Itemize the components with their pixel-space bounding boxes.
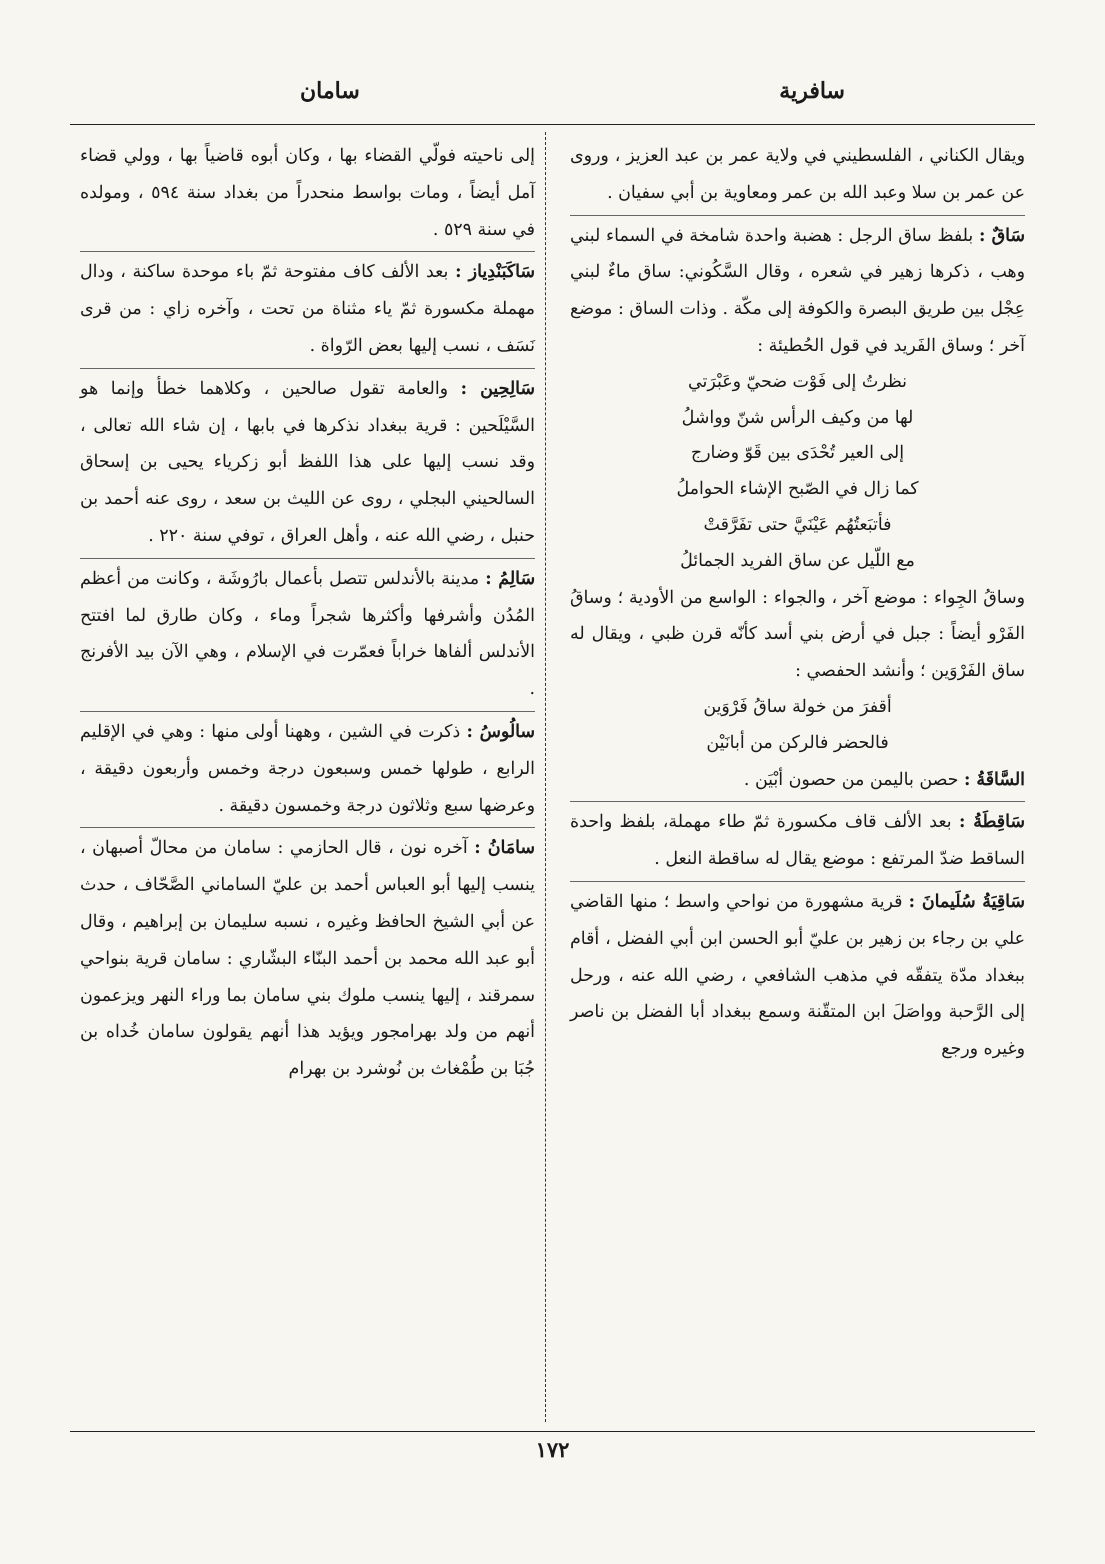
page-number: ١٧٢ <box>535 1437 570 1462</box>
entry-text: بلفظ ساق الرجل : هضبة واحدة شامخة في السماء لبني وهب ، ذكرها زهير في شعره ، وقال السَّكُوني: ساق ماءٌ لبني عِجْل بين طريق البصرة والكوفة إلى مكّة . وذات الساق : موضع آخر ؛ وساق الفَريد في قول الحُطيئة : <box>570 225 1025 356</box>
verse-line: مع اللّيل عن ساق الفريد الجمائلُ <box>680 550 915 571</box>
entry-saqita <box>570 801 1025 878</box>
verse-line: نظرتُ إلى فَوْت ضحيّ وعَبْرَتي <box>688 371 907 392</box>
entry-headword: سَاقٌ : <box>978 225 1025 246</box>
entry-continuation <box>80 138 535 248</box>
verse-line: أقفرَ من خولة ساقُ فَرْوَين <box>703 696 892 717</box>
entry-text: ذكرت في الشين ، وههنا أولى منها : وهي في الإقليم الرابع ، طولها خمس وسبعون درجة وخمس وأربعون دقيقة ، وعرضها سبع وثلاثون درجة وخمسون دقيقة . <box>80 721 535 816</box>
entry-headword: سَاقِطَةُ : <box>958 812 1025 833</box>
entry-saman <box>80 827 535 1088</box>
entry-headword: السَّاقَةُ : <box>963 769 1025 790</box>
entry-saq <box>570 215 1025 365</box>
entry-text: آخره نون ، قال الحازمي : سامان من محالّ أصبهان ، ينسب إليها أبو العباس أحمد بن عليّ الساماني الصَّحّاف ، حدث عن أبي الشيخ الحافظ وغيره ، نسبه سليمان بن إبراهيم ، وقال أبو عبد الله محمد بن أحمد البنّاء البشّاري : سامان قرية بنواحي سمرقند ، إليها ينسب ملوك بني سامان بما وراء النهر ويزعمون أنهم من ولد بهرامجور ويؤيد هذا أنهم يقولون سامان خُداه بن جُبَا بن طُمْغاث بن نُوشرد بن بهرام <box>80 838 535 1080</box>
entry-headword: سَاكَبَنْدِياز : <box>455 262 535 283</box>
entry-headword: سَالِمُ : <box>485 568 536 589</box>
entry-text: قرية مشهورة من نواحي واسط ؛ منها القاضي علي بن رجاء بن زهير بن عليّ أبو الحسن ابن أبي الفضل ، أقام ببغداد مدّة يتفقّه في مذهب الشافعي ، رضي الله عنه ، ورحل إلى الرَّحبة وواصَلَ ابن المتقّنة وسمع ببغداد أبا الفضل بن ناصر وغيره ورجع <box>570 891 1025 1060</box>
verse-block-hutaya <box>570 365 1025 580</box>
entry-saqa <box>570 762 1025 799</box>
verse-line: فأتبَعتُهُم عَيْنَيَّ حتى تفَرَّقتْ <box>703 514 892 535</box>
entry-text: مدينة بالأندلس تتصل بأعمال بارُوشَة ، وكانت من أعظم المُدُن وأشرفها وأكثرها شجراً وماء ، وكان طارق لما افتتح الأندلس ألفاها خراباً فعمّرت في الإسلام ، وهي الآن بيد الأفرنج . <box>80 568 535 700</box>
entry-headword: سامَانُ : <box>474 838 536 859</box>
entry-headword: سالُوسُ : <box>466 721 536 742</box>
entry-salihin <box>80 368 535 555</box>
entry-sakbandiyaz <box>80 251 535 364</box>
header-rule <box>70 124 1035 125</box>
running-head <box>70 78 1035 112</box>
entry-text: والعامة تقول صالحين ، وكلاهما خطأ وإنما هو السَّيْلَحين : قرية ببغداد نذكرها في بابها ، إن شاء الله تعالى ، وقد نسب إليها على هذا اللفظ أبو زكرياء يحيى بن إسحاق السالحيني البجلي ، روى عن الليث بن سعد ، روى عنه أحمد بن حنبل ، رضي الله عنه ، وأهل العراق ، توفي سنة ٢٢٠ . <box>80 378 535 546</box>
verse-line: لها من وكيف الرأس شنّ وواشلُ <box>681 407 914 428</box>
entry-text: ويقال الكناني ، الفلسطيني في ولاية عمر بن عبد العزيز ، وروى عن عمر بن سلا وعبد الله بن عمر ومعاوية بن أبي سفيان . <box>570 146 1025 203</box>
entry-text: بعد الألف كاف مفتوحة ثمّ باء موحدة ساكنة ، ودال مهملة مكسورة ثمّ ياء مثناة من تحت ، وآخره زاي : من قرى نَسَف ، نسب إليها بعض الرّواة . <box>80 262 535 356</box>
entry-text: إلى ناحيته فولّي القضاء بها ، وكان أبوه قاضياً بها ، وولي قضاء آمل أيضاً ، ومات بواسط منحدراً من بغداد سنة ٥٩٤ ، ومولده في سنة ٥٢٩ . <box>80 146 535 240</box>
right-column <box>570 138 1025 1068</box>
entry-headword: سَالِحِين : <box>460 378 535 399</box>
footer-rule <box>70 1431 1035 1432</box>
entry-salim <box>80 558 535 708</box>
running-head-left: سامان <box>300 78 360 104</box>
left-column <box>80 138 535 1088</box>
entry-saq-jiwa <box>570 580 1025 690</box>
entry-text: حصن باليمن من حصون أبْيَن . <box>743 769 959 790</box>
verse-line: كما زال في الصّبح الإشاء الحواملُ <box>676 479 919 500</box>
entry-text: وساقُ الجِواء : موضع آخر ، والجواء : الواسع من الأودية ؛ وساقُ الفَرْو أيضاً : جبل في أرض بني أسد كأنّه قرن ظبي ، ويقال له ساق الفَرْوَين ؛ وأنشد الحفصي : <box>570 587 1025 682</box>
entry-saqiyat-sulayman <box>570 881 1025 1068</box>
running-head-right: سافرية <box>779 78 845 104</box>
entry-headword: سَاقِيَةُ سُلَيمانَ : <box>908 891 1025 912</box>
verse-line: إلى العير تُحْدَى بين قَوّ وضارج <box>690 443 905 464</box>
entry-salus <box>80 711 535 824</box>
column-divider <box>545 132 546 1422</box>
entry-text: بعد الألف قاف مكسورة ثمّ طاء مهملة، بلفظ واحدة الساقط ضدّ المرتفع : موضع يقال له ساقطة النعل . <box>570 812 1025 870</box>
entry-continuation <box>570 138 1025 212</box>
verse-line: فالحضر فالركن من أبانَيْن <box>706 732 889 753</box>
verse-block-hafsi <box>570 690 1025 762</box>
